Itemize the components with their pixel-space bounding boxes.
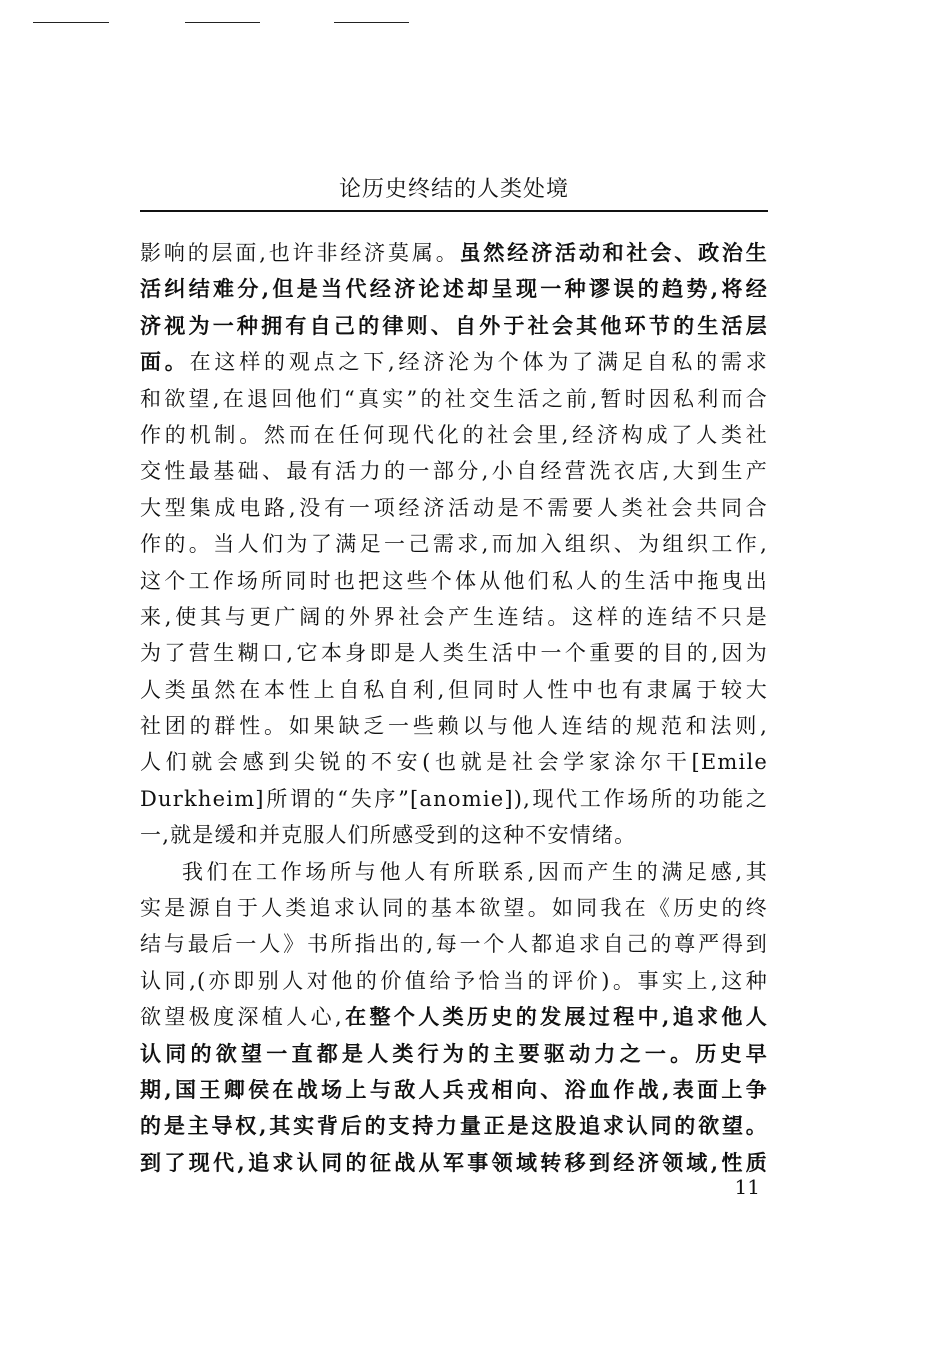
text-run: 一,就是缓和并克服人们所感受到的这种不安情绪。: [140, 823, 637, 848]
text-run: 和欲望,在退回他们“真实”的社交生活之前,暂时因私利而合: [140, 386, 768, 411]
top-rule-3: [334, 22, 409, 23]
text-line: [140, 271, 768, 307]
bold-text-run: 到了现代,追求认同的征战从军事领域转移到经济领域,性质: [140, 1149, 768, 1175]
header-rule: [140, 210, 768, 212]
text-line: [140, 1145, 768, 1181]
bold-text-run: 期,国王卿侯在战场上与敌人兵戎相向、浴血作战,表面上争: [140, 1076, 768, 1102]
text-run: 这个工作场所同时也把这些个体从他们私人的生活中拖曳出: [140, 568, 768, 593]
text-run: 作的机制。然而在任何现代化的社会里,经济构成了人类社: [140, 422, 768, 447]
text-line: [140, 854, 768, 890]
text-line: [140, 1036, 768, 1072]
text-line: [140, 599, 768, 635]
bold-text-run: 的是主导权,其实背后的支持力量正是这股追求认同的欲望。: [140, 1113, 768, 1139]
body-text: [140, 235, 768, 1181]
text-run: 作的。当人们为了满足一己需求,而加入组织、为组织工作,: [140, 532, 768, 557]
text-run: 欲望极度深植人心,: [140, 1005, 343, 1030]
bold-text-run: 虽然经济活动和社会、政治生: [459, 240, 768, 265]
text-line: [140, 1108, 768, 1144]
bold-text-run: 认同的欲望一直都是人类行为的主要驱动力之一。历史早: [140, 1040, 768, 1066]
text-line: [140, 999, 768, 1035]
text-run: 人们就会感到尖锐的不安(也就是社会学家涂尔干[Emile: [140, 750, 768, 775]
text-line: [140, 308, 768, 344]
bold-text-run: 在整个人类历史的发展过程中,追求他人: [342, 1004, 768, 1030]
text-run: 实是源自于人类追求认同的基本欲望。如同我在《历史的终: [140, 896, 768, 921]
running-header-title: 论历史终结的人类处境: [338, 177, 569, 202]
text-line: [140, 781, 768, 817]
text-line: [140, 1072, 768, 1108]
text-run: 来,使其与更广阔的外界社会产生连结。这样的连结不只是: [140, 604, 768, 629]
text-line: [140, 672, 768, 708]
text-line: [140, 235, 768, 271]
page-number: 11: [734, 1175, 760, 1199]
text-line: [140, 344, 768, 380]
bold-text-run: 活纠结难分,但是当代经济论述却呈现一种谬误的趋势,将经: [140, 276, 768, 302]
text-line: [140, 381, 768, 417]
top-rule-2: [185, 22, 260, 23]
bold-text-run: 济视为一种拥有自己的律则、自外于社会其他环节的生活层: [140, 312, 768, 338]
text-line: [140, 744, 768, 780]
text-line: [140, 635, 768, 671]
text-run: 人类虽然在本性上自私自利,但同时人性中也有隶属于较大: [140, 677, 768, 702]
text-run: 结与最后一人》书所指出的,每一个人都追求自己的尊严得到: [140, 932, 768, 957]
text-line: [140, 453, 768, 489]
text-line: [140, 417, 768, 453]
text-run: 在这样的观点之下,经济沦为个体为了满足自私的需求: [189, 350, 768, 375]
text-line: [140, 890, 768, 926]
text-line: [140, 926, 768, 962]
text-run: 大型集成电路,没有一项经济活动是不需要人类社会共同合: [140, 495, 768, 520]
text-run: 为了营生糊口,它本身即是人类生活中一个重要的目的,因为: [140, 641, 768, 666]
text-line: [140, 708, 768, 744]
bold-text-run: 面。: [140, 349, 190, 375]
top-rule-1: [33, 22, 109, 23]
text-line: [140, 963, 768, 999]
text-run: 影响的层面,也许非经济莫属。: [140, 241, 460, 265]
text-run: Durkheim]所谓的“失序”[anomie]),现代工作场所的功能之: [140, 786, 768, 811]
text-run: 社团的群性。如果缺乏一些赖以与他人连结的规范和法则,: [140, 714, 768, 739]
text-line: [140, 563, 768, 599]
text-run: 认同,(亦即别人对他的价值给予恰当的评价)。事实上,这种: [140, 968, 768, 993]
text-run: 交性最基础、最有活力的一部分,小自经营洗衣店,大到生产: [140, 459, 768, 484]
text-line: [140, 817, 768, 853]
text-line: [140, 526, 768, 562]
text-line: [140, 490, 768, 526]
text-run: 我们在工作场所与他人有所联系,因而产生的满足感,其: [182, 859, 768, 884]
